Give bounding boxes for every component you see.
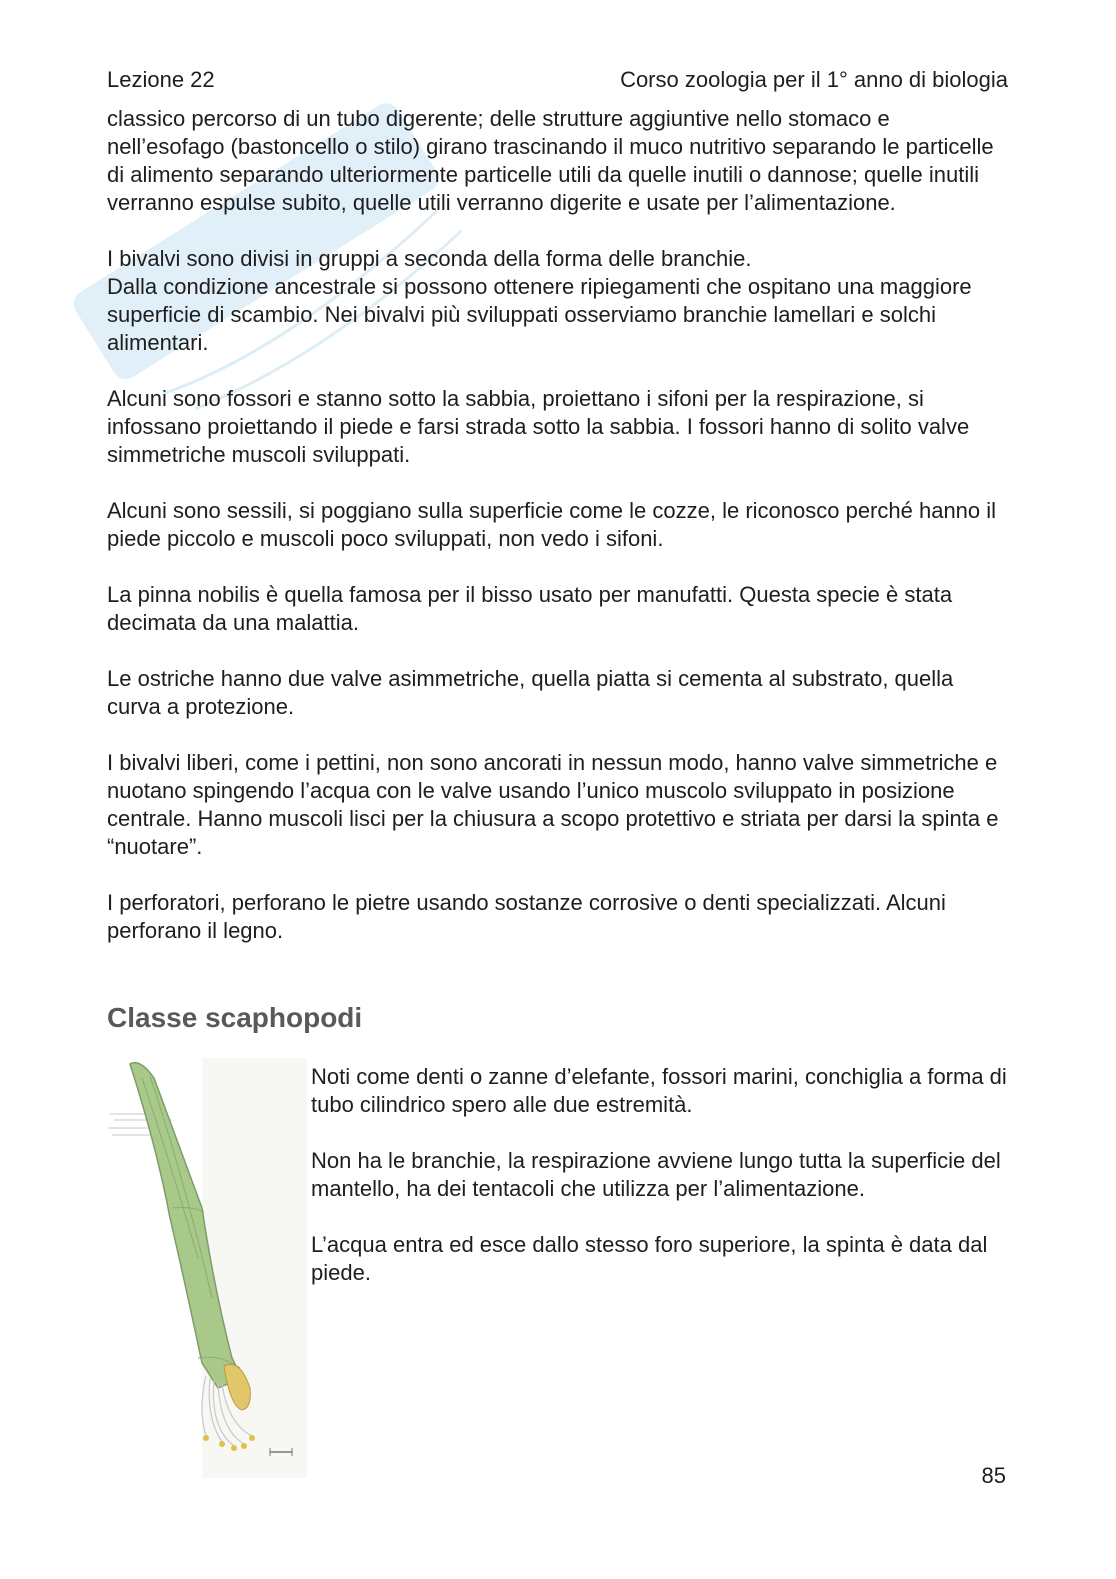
paragraph-gill-groups: I bivalvi sono divisi in gruppi a seconda della forma delle branchie.	[107, 246, 752, 271]
page-number: 85	[981, 1463, 1006, 1488]
header-lesson: Lezione 22	[107, 67, 215, 92]
paragraph-digestive: classico percorso di un tubo digerente; delle strutture aggiuntive nello stomaco e nell’esofago (bastoncello o stilo) girano trascinando il muco nutritivo separando le particelle di alimento separando ulteriormente particelle utili da quelle inutili o dannose; quelle inutili verranno espulse subito, quelle utili verranno digerite e usate per l’alimentazione.	[107, 106, 994, 215]
scaphopod-text	[311, 1063, 1011, 1315]
page-header	[107, 66, 1008, 94]
paragraph-bivalvi-liberi: I bivalvi liberi, come i pettini, non sono ancorati in nessun modo, hanno valve simmetriche e nuotano spingendo l’acqua con le valve usando l’unico muscolo sviluppato in posizione centrale. Hanno muscoli lisci per la chiusura a scopo protettivo e striata per darsi la spinta e “nuotare”.	[107, 750, 999, 859]
paragraph-denti-elefante: Noti come denti o zanne d’elefante, fossori marini, conchiglia a forma di tubo cilindrico spero alle due estremità.	[311, 1064, 1007, 1117]
paragraph-fossori: Alcuni sono fossori e stanno sotto la sabbia, proiettano i sifoni per la respirazione, si infossano proiettando il piede e farsi strada sotto la sabbia. I fossori hanno di solito valve simmetriche muscoli sviluppati.	[107, 386, 970, 467]
paragraph-acqua: L’acqua entra ed esce dallo stesso foro superiore, la spinta è data dal piede.	[311, 1232, 988, 1285]
paragraph-respirazione: Non ha le branchie, la respirazione avviene lungo tutta la superficie del mantello, ha dei tentacoli che utilizza per l’alimentazione.	[311, 1148, 1001, 1201]
paragraph-ostriche: Le ostriche hanno due valve asimmetriche, quella piatta si cementa al substrato, quella curva a protezione.	[107, 666, 954, 719]
paragraph-ancestral: Dalla condizione ancestrale si possono ottenere ripiegamenti che ospitano una maggiore superficie di scambio. Nei bivalvi più sviluppati osserviamo branchie lamellari e solchi alimentari.	[107, 274, 972, 355]
scaphopod-illustration	[102, 1058, 307, 1478]
section-title: Classe scaphopodi	[107, 1002, 363, 1033]
main-text	[107, 105, 1012, 973]
paragraph-perforatori: I perforatori, perforano le pietre usando sostanze corrosive o denti specializzati. Alcuni perforano il legno.	[107, 890, 946, 943]
paragraph-sessili: Alcuni sono sessili, si poggiano sulla superficie come le cozze, le riconosco perché hanno il piede piccolo e muscoli poco sviluppati, non vedo i sifoni.	[107, 498, 997, 551]
header-course: Corso zoologia per il 1° anno di biologia	[620, 67, 1008, 92]
paragraph-pinna-nobilis: La pinna nobilis è quella famosa per il bisso usato per manufatti. Questa specie è stata decimata da una malattia.	[107, 582, 953, 635]
